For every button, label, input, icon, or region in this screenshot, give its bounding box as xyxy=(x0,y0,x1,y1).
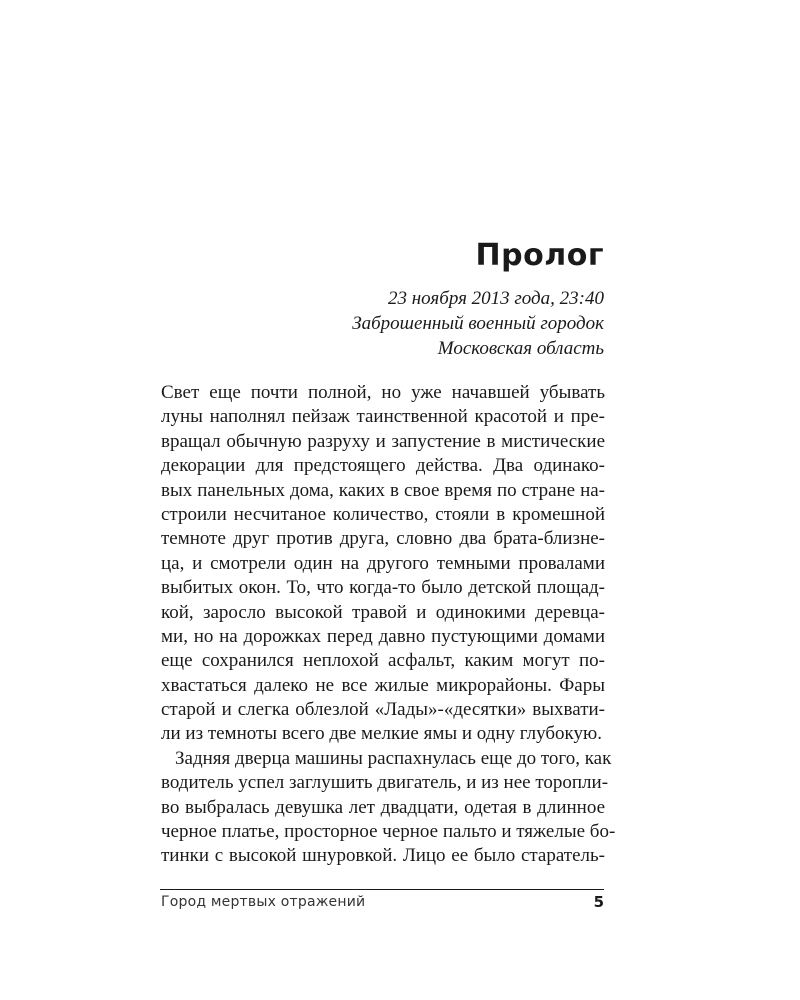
epigraph xyxy=(160,286,604,361)
text-line: луны наполнял пейзаж таинственной красотой и пре- xyxy=(161,406,605,428)
text-line: Задняя дверца машины распахнулась еще до того, как xyxy=(175,747,612,769)
epigraph-place: Заброшенный военный городок xyxy=(352,313,604,334)
text-line: черное платье, просторное черное пальто и тяжелые бо- xyxy=(161,821,616,843)
text-line: вращал обычную разруху и запустение в мистические xyxy=(161,430,605,452)
text-line: во выбралась девушка лет двадцати, одетая в длинное xyxy=(161,796,605,818)
epigraph-date: 23 ноября 2013 года, 23:40 xyxy=(388,288,604,309)
text-line: строили несчитаное количество, стояли в кромешной xyxy=(161,503,605,525)
text-line: кой, заросло высокой травой и одинокими деревца- xyxy=(161,601,605,623)
footer-divider xyxy=(160,889,604,890)
text-line: вых панельных дома, каких в свое время по стране на- xyxy=(161,479,605,501)
text-line: темноте друг против друга, словно два брата-близне- xyxy=(161,528,605,550)
epigraph-region: Московская область xyxy=(437,338,604,359)
text-line: хвастаться далеко не все жилые микрорайоны. Фары xyxy=(161,674,605,696)
text-line: водитель успел заглушить двигатель, и из нее торопли- xyxy=(161,772,609,794)
text-line: еще сохранился неплохой асфальт, каким могут по- xyxy=(161,650,605,672)
text-line: тинки с высокой шнуровкой. Лицо ее было старатель- xyxy=(161,845,605,867)
text-line: ми, но на дорожках перед давно пустующими домами xyxy=(161,625,605,647)
running-footer-title: Город мертвых отражений xyxy=(161,894,366,910)
text-line: старой и слегка облезлой «Лады»-«десятки» выхвати- xyxy=(161,699,605,721)
text-line: декорации для предстоящего действа. Два одинако- xyxy=(161,455,605,477)
chapter-title: Пролог xyxy=(475,238,604,273)
text-line: ли из темноты всего две мелкие ямы и одну глубокую. xyxy=(161,723,602,745)
page-number: 5 xyxy=(593,893,604,911)
text-line: Свет еще почти полной, но уже начавшей убывать xyxy=(161,382,605,403)
text-line: выбитых окон. То, что когда-то было детской площад- xyxy=(161,577,605,599)
text-line: ца, и смотрели один на другого темными провалами xyxy=(161,552,605,574)
body-text xyxy=(161,381,616,869)
